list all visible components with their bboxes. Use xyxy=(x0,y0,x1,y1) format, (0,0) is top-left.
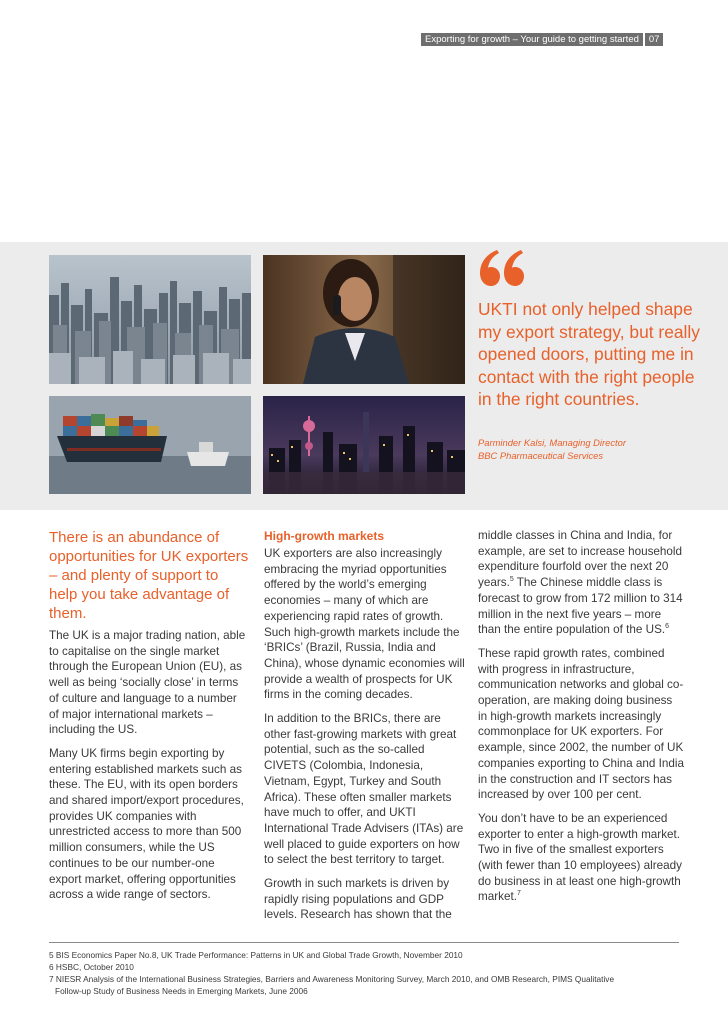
body-paragraph xyxy=(478,528,684,638)
text-run: You don’t have to be an experienced exporter to enter a high-growth market. Two in five of the smallest exporters (with fewer than 10 employees) already do business in at least one high-growth market. xyxy=(478,811,682,904)
column-2 xyxy=(264,528,466,931)
city-skyline-photo xyxy=(49,255,251,384)
page-number: 07 xyxy=(645,33,664,46)
footnote-ref: 6 xyxy=(665,623,670,631)
footnote-6: 6 HSBC, October 2010 xyxy=(49,962,134,972)
column-1 xyxy=(49,528,249,911)
footnotes xyxy=(49,949,679,997)
column-3 xyxy=(478,528,684,913)
container-ship-photo xyxy=(49,396,251,494)
footnote-ref: 5 xyxy=(509,576,514,584)
body-paragraph xyxy=(478,811,684,905)
footnote-7: 7 NIESR Analysis of the International Business Strategies, Barriers and Awareness Monitoring Survey, March 2010, and OMB Research, PIMS Qualitative xyxy=(49,974,615,984)
body-paragraph: Many UK firms begin exporting by entering established markets such as these. The EU, with its open borders and shared import/export procedures, provides UK companies with unrestricted access to more than 500 million consumers, while the US continues to be our number-one export market, offering opportunities across a wide range of sectors. xyxy=(49,746,244,902)
night-skyline-photo xyxy=(263,396,465,494)
body-paragraph: Growth in such markets is driven by rapidly rising populations and GDP levels. Research has shown that the xyxy=(264,877,452,922)
testimonial-quote: UKTI not only helped shape my export strategy, but really opened doors, putting me in contact with the right people in the right countries. xyxy=(478,299,700,409)
section-heading: High-growth markets xyxy=(264,529,385,543)
text-run: The Chinese middle class is forecast to grow from 172 million to 314 million in the next five years – more than the entire population of the US. xyxy=(478,576,683,637)
testimonial-attribution xyxy=(478,436,700,462)
lead-paragraph: There is an abundance of opportunities for UK exporters – and plenty of support to help you take advantage of them. xyxy=(49,529,249,622)
testimonial-company: BBC Pharmaceutical Services xyxy=(478,450,604,461)
text-run: middle classes in China and India, for example, are set to increase household expenditure fourfold over the next 20 years. xyxy=(478,529,683,590)
header-title: Exporting for growth – Your guide to getting started xyxy=(421,33,643,46)
testimonial-name: Parminder Kalsi, Managing Director xyxy=(478,437,626,448)
body-paragraph: These rapid growth rates, combined with progress in infrastructure, communication networks and global co-operation, are making doing business in high-growth markets increasingly commonplace for UK exporters. For example, since 2002, the number of UK companies exporting to China and India in the construction and IT sectors has increased by over 100 per cent. xyxy=(478,646,684,802)
body-paragraph: The UK is a major trading nation, able to capitalise on the single market through the European Union (EU), as well as being ‘socially close’ in terms of culture and language to a number of major international markets – including the US. xyxy=(49,629,246,737)
footnote-ref: 7 xyxy=(516,890,521,898)
footnote-5: 5 BIS Economics Paper No.8, UK Trade Performance: Patterns in UK and Global Trade Growth, November 2010 xyxy=(49,950,463,960)
footnote-7-continued: Follow-up Study of Business Needs in Emerging Markets, June 2006 xyxy=(55,986,308,996)
open-quote-icon xyxy=(478,246,524,288)
businesswoman-photo xyxy=(263,255,465,384)
page-header xyxy=(421,33,663,46)
footnote-divider xyxy=(49,942,679,943)
body-paragraph: UK exporters are also increasingly embracing the myriad opportunities offered by the world’s emerging economies – many of which are experiencing rapid rates of growth. Such high-growth markets include the ‘BRICs’ (Brazil, Russia, India and China), whose dynamic economies will provide a wealth of prospects for UK firms in the coming decades. xyxy=(264,547,465,702)
body-paragraph: In addition to the BRICs, there are other fast-growing markets with great potential, such as the so-called CIVETS (Colombia, Indonesia, Vietnam, Egypt, Turkey and South Africa). These often smaller markets have much to offer, and UKTI International Trade Advisers (ITAs) are well placed to guide exporters on how to select the best territory to target. xyxy=(264,712,464,867)
